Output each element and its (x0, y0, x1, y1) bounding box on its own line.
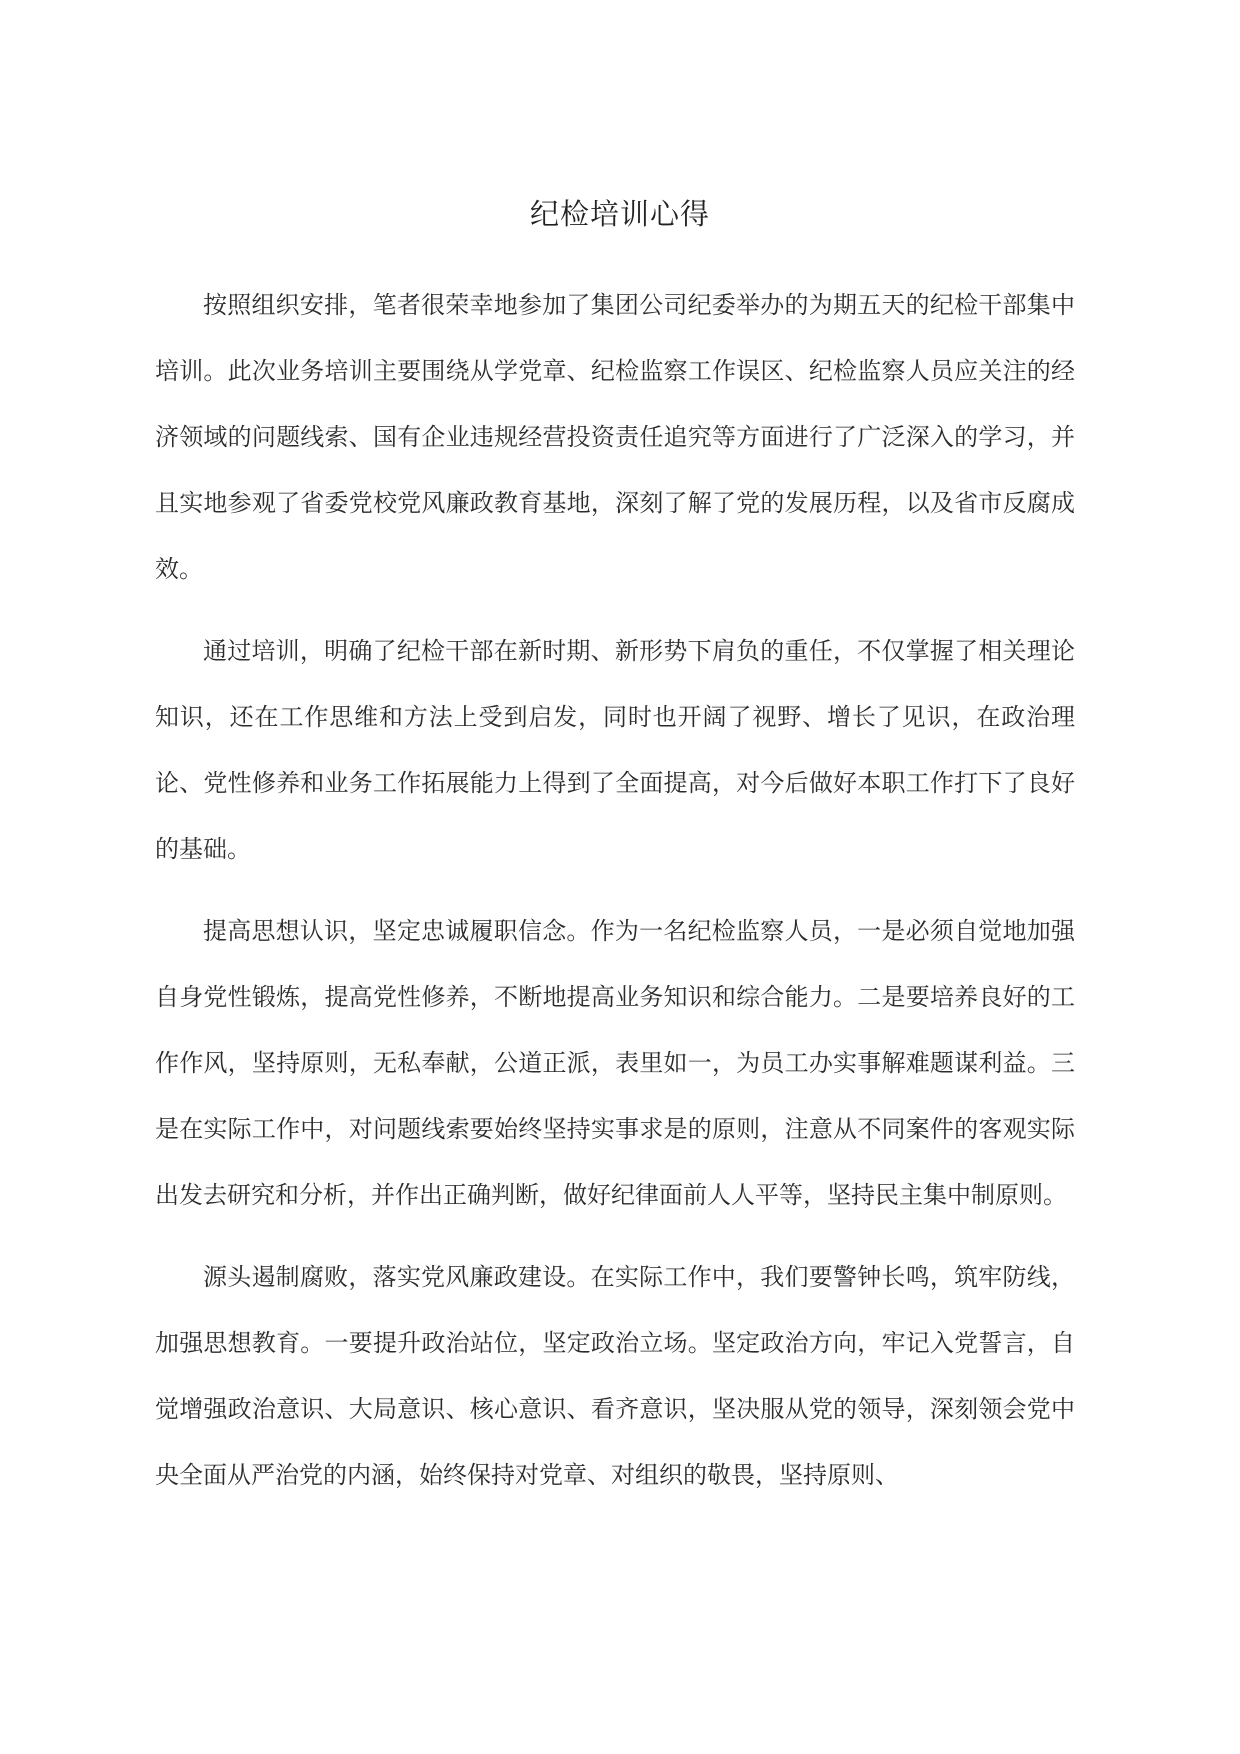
paragraph-4: 源头遏制腐败，落实党风廉政建设。在实际工作中，我们要警钟长鸣，筑牢防线，加强思想教育。一要提升政治站位，坚定政治立场。坚定政治方向，牢记入党誓言，自觉增强政治意识、大局意识、核心意识、看齐意识，坚决服从党的领导，深刻领会党中央全面从严治党的内涵，始终保持对党章、对组织的敬畏，坚持原则、 (155, 1263, 1075, 1489)
paragraph-1: 按照组织安排，笔者很荣幸地参加了集团公司纪委举办的为期五天的纪检干部集中培训。此次业务培训主要围绕从学党章、纪检监察工作误区、纪检监察人员应关注的经济领域的问题线索、国有企业违规经营投资责任追究等方面进行了广泛深入的学习，并且实地参观了省委党校党风廉政教育基地，深刻了解了党的发展历程，以及省市反腐成效。 (155, 291, 1075, 583)
paragraph-2: 通过培训，明确了纪检干部在新时期、新形势下肩负的重任，不仅掌握了相关理论知识，还在工作思维和方法上受到启发，同时也开阔了视野、增长了见识，在政治理论、党性修养和业务工作拓展能力上得到了全面提高，对今后做好本职工作打下了良好的基础。 (155, 637, 1075, 863)
paragraph-3: 提高思想认识，坚定忠诚履职信念。作为一名纪检监察人员，一是必须自觉地加强自身党性锻炼，提高党性修养，不断地提高业务知识和综合能力。二是要培养良好的工作作风，坚持原则，无私奉献，公道正派，表里如一，为员工办实事解难题谋利益。三是在实际工作中，对问题线索要始终坚持实事求是的原则，注意从不同案件的客观实际出发去研究和分析，并作出正确判断，做好纪律面前人人平等，坚持民主集中制原则。 (155, 917, 1075, 1209)
document-title: 纪检培训心得 (529, 197, 710, 231)
document-body (155, 272, 1075, 1524)
